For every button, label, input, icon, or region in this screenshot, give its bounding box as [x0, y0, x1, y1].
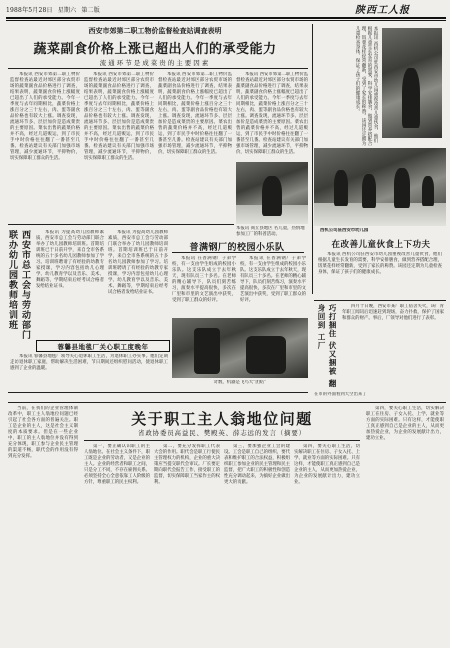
right-body: 本报讯 西机公司驻西安市幼儿园重视改善儿童伙食，他们根据儿童生长发育的需要，科学安排膳食，做到营养搭配合理，饭菜花样经常翻新，受到了家长的称赞。该园还定期为儿童检查身体，保证了孩子们的健康成长。	[318, 252, 442, 275]
mid-left-body: 本报讯 为提高幼儿园教师素质，西安市总工会与劳动部门联合举办了幼儿园教师培训班。首期培训班已于日前开学，来自全市各系统的五十多名幼儿园教师参加了学习。培训班聘请了有经验的幼教专家授课，学习内容包括幼儿心理学、幼儿教育学以及音乐、美术、舞蹈等，学期结束后经考试合格者发给结业证书。	[36, 230, 104, 289]
right-body-2: 四月十日晚，西安市某厂职工宿舍失火，该厂青年职工闻讯后迅速赶到现场，奋力扑救，保护了国家和群众的财产。事后，厂领导对他们进行了表彰。	[342, 304, 444, 321]
right-vertical-headline: 巧打捆住 伏又捆被 翻身回到 工厂	[317, 304, 337, 388]
issue-weekday: 星期六	[57, 7, 77, 14]
machine-photo-caption: 奇数，机器是飞鸟大“团结”	[213, 380, 267, 385]
lead-body-col2: 本报讯 西安市郊第二职工物价监督检查站最近对郊区部分农贸市场的蔬菜副食品价格进行了调查，结果表明，蔬菜副食价格上涨幅度已超出了人们的承受能力。今年一季度与去年同期相比，蔬菜价格上涨百分之三十左右，肉、蛋等副食品价格也有较大上涨。调查发现，流通环节多、层层加价是造成菜贵的主要原因。菜农出售的蔬菜价格并不高，经过几道贩运，到了市民手中时价格往往翻了一番甚至几番。检查站建议有关部门加强市场管理，减少流通环节，平抑物价，切实保障职工群众的生活。	[84, 72, 154, 161]
bottom-subhead: 省政协委员高益民、樊殿英、薛志远的发言（摘要）	[138, 429, 306, 437]
kindergarten-photo	[314, 148, 446, 226]
top-rule-thin	[6, 20, 446, 21]
mid-center-body: 本报讯 在普满钢厂子弟学校，有一支由学生组成的校园小乐队。这支乐队成立于去年秋天，现有队员三十多名。在老师的精心辅导下，队员们刻苦练习，演奏水平提高很快，多次在厂里和市里的文艺演出中获奖，受到了职工群众的好评。	[172, 256, 236, 303]
bottom-col1: 当前，在我们的企业管理体制改革中，职工主人翁地位问题已经引起了社会各方面的普遍关注。职工是企业的主人，这是社会主义制度的本质要求。但是在一些企业中，职工的主人翁地位并没有得到充分体现，职工参与企业民主管理的渠道不畅，职代会的作用没有得到充分发挥。	[8, 406, 78, 459]
mid-center-headline: 普满钢厂的校园小乐队	[189, 243, 285, 253]
kindergarten-caption: 西机公司驻西安市幼儿园	[320, 228, 369, 233]
top-rule	[6, 17, 446, 19]
masthead-logo: 陕西工人报	[355, 5, 410, 16]
banner-body: 本报讯 蓉馨县地毯厂领导关心退休职工生活，为退休职工办实事。他们定期走访退休职工家庭，帮助解决生活困难，节日期间还组织慰问活动，使退休职工感到了企业的温暖。	[10, 354, 168, 371]
mid-center-body-2: 本报讯 在普满钢厂子弟学校，有一支由学生组成的校园小乐队。这支乐队成立于去年秋天，现有队员三十多名。在老师的精心辅导下，队员们刻苦练习，演奏水平提高很快，多次在厂里和市里的文艺演出中获奖，受到了职工群众的好评。	[240, 256, 306, 303]
lead-body-col4: 本报讯 西安市郊第二职工物价监督检查站最近对郊区部分农贸市场的蔬菜副食品价格进行了调查，结果表明，蔬菜副食价格上涨幅度已超出了人们的承受能力。今年一季度与去年同期相比，蔬菜价格上涨百分之三十左右，肉、蛋等副食品价格也有较大上涨。调查发现，流通环节多、层层加价是造成菜贵的主要原因。菜农出售的蔬菜价格并不高，经过几道贩运，到了市民手中时价格往往翻了一番甚至几番。检查站建议有关部门加强市场管理，减少流通环节，平抑物价，切实保障职工群众的生活。	[236, 72, 308, 155]
lead-kicker: 西安市郊第二职工物价监督检查站调查表明	[88, 26, 222, 35]
dateline	[6, 4, 446, 18]
bottom-col4: 第三，要加强企业工会的建设。工会是职工自己的组织，要代表和维护职工的合法权益，积极组织职工参加企业的民主管理和民主监督，把广大职工的积极性和创造性充分调动起来，为搞好企业做出更大的贡献。	[224, 444, 290, 485]
machine-photo	[172, 318, 308, 378]
lead-headline: 蔬菜副食价格上涨已超出人们的承受能力	[33, 42, 277, 57]
right-vertical-text: 本报讯 西机公司驻西安市幼儿园重视改善儿童伙食，他们根据儿童生长发育的需要，科学安排膳食，做到营养搭配合理，饭菜花样经常翻新，受到了家长的称赞。该园还定期为儿童检查身体，保证了孩子们的健康成长。	[355, 26, 378, 146]
mid-left-headline: 西安市总工会与劳动部门联办幼儿园教师培训班	[7, 230, 30, 340]
mid-left-body-2: 本报讯 为提高幼儿园教师素质，西安市总工会与劳动部门联合举办了幼儿园教师培训班。首期培训班已于日前开学，来自全市各系统的五十多名幼儿园教师参加了学习。培训班聘请了有经验的幼教专家授课，学习内容包括幼儿心理学、幼儿教育学以及音乐、美术、舞蹈等，学期结束后经考试合格者发给结业证书。	[108, 230, 168, 295]
right-top-photo	[382, 28, 442, 138]
bottom-col2: 第一，要正确认识职工的主人翁地位。在社会主义条件下，职工既是企业的劳动者，又是企业的主人。企业的经营者和职工之间，只是分工不同，不存在雇佣关系。必须坚持全心全意依靠工人阶级的方针，尊重职工的民主权利。	[84, 444, 150, 485]
page-number: 第二版	[81, 7, 100, 14]
sidebar-caption: 在市的外面看到天空出来了	[314, 392, 367, 397]
child-photo	[236, 162, 308, 224]
bottom-col3: 第二，要充分发挥职工代表大会的作用。职代会是职工行使民主管理权力的机构，企业的重大决策应当提交职代会审议。厂长要定期向职代会报告工作，接受职工的监督，切实保障职工当家作主的权利。	[154, 444, 220, 485]
lead-body-col1: 本报讯 西安市郊第二职工物价监督检查站最近对郊区部分农贸市场的蔬菜副食品价格进行了调查，结果表明，蔬菜副食价格上涨幅度已超出了人们的承受能力。今年一季度与去年同期相比，蔬菜价格上涨百分之三十左右，肉、蛋等副食品价格也有较大上涨。调查发现，流通环节多、层层加价是造成菜贵的主要原因。菜农出售的蔬菜价格并不高，经过几道贩运，到了市民手中时价格往往翻了一番甚至几番。检查站建议有关部门加强市场管理，减少流通环节，平抑物价，切实保障职工群众的生活。	[10, 72, 80, 161]
banner-headline: 蓉馨县地毯厂关心职工度晚年	[57, 343, 149, 351]
child-photo-caption: 本报讯 商丘县地区 名儿童，热情地参加工厂的科普活动。	[236, 226, 305, 237]
right-headline: 在改善儿童伙食上下功夫	[331, 240, 431, 250]
lead-body-col3: 本报讯 西安市郊第二职工物价监督检查站最近对郊区部分农贸市场的蔬菜副食品价格进行了调查，结果表明，蔬菜副食价格上涨幅度已超出了人们的承受能力。今年一季度与去年同期相比，蔬菜价格上涨百分之三十左右，肉、蛋等副食品价格也有较大上涨。调查发现，流通环节多、层层加价是造成菜贵的主要原因。菜农出售的蔬菜价格并不高，经过几道贩运，到了市民手中时价格往往翻了一番甚至几番。检查站建议有关部门加强市场管理，减少流通环节，平抑物价，切实保障职工群众的生活。	[158, 72, 232, 155]
issue-date: 1988年5月28日	[6, 7, 53, 14]
bottom-headline: 关于职工主人翁地位问题	[131, 410, 313, 428]
bottom-col5: 第四，要关心职工生活，切实解决职工在住房、子女入托、上学、就业等方面的实际困难。只有这样，才能使职工真正感到自己是企业的主人，从而更加热爱企业，为企业的发展献计出力，建功立业。	[294, 444, 360, 485]
lead-subhead: 流通环节是成菜贵的主要因素	[99, 59, 211, 67]
bottom-col6: 第四，要关心职工生活，切实解决职工在住房、子女入托、上学、就业等方面的实际困难。只有这样，才能使职工真正感到自己是企业的主人，从而更加热爱企业，为企业的发展献计出力，建功立业。	[366, 406, 444, 441]
